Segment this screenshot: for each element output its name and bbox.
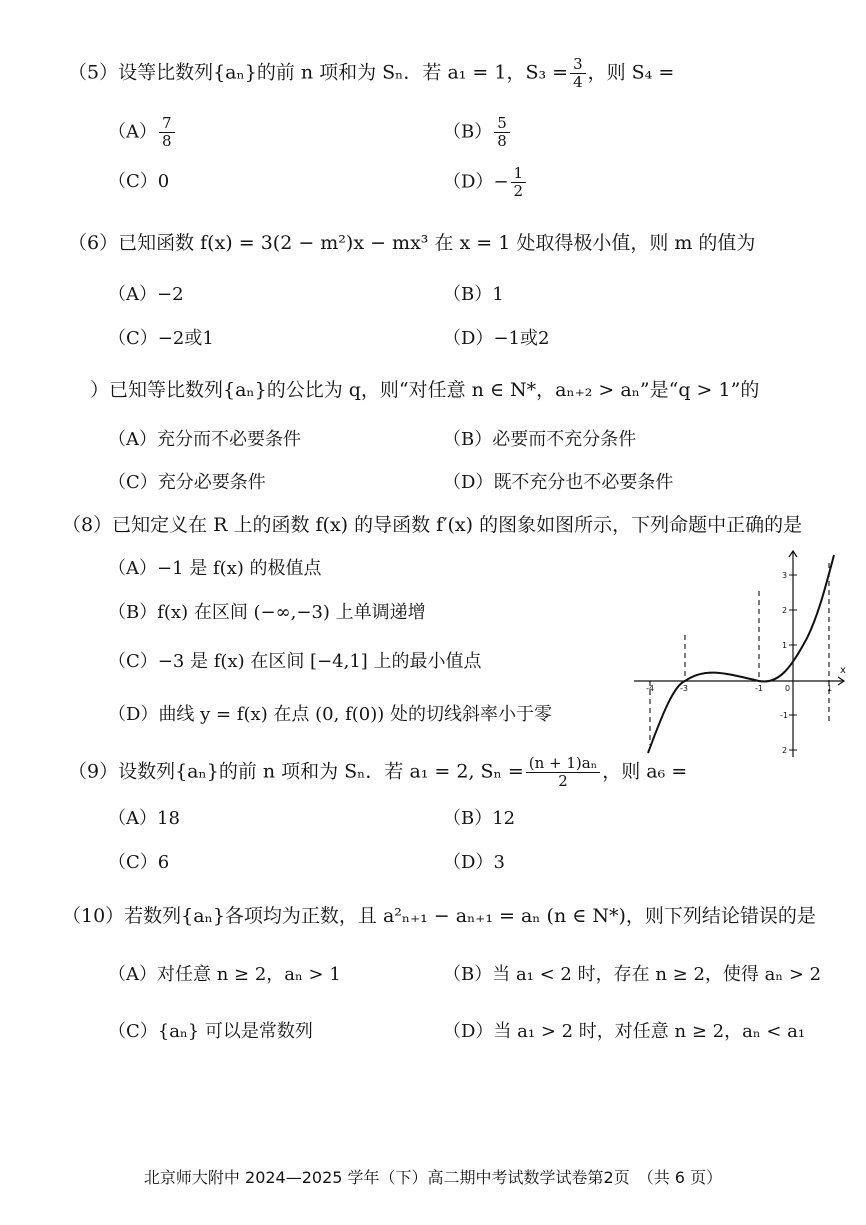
- q5-stem: （5）设等比数列{aₙ}的前 n 项和为 Sₙ．若 a₁ = 1，S₃ = $\frac{3}{4}$ ，则 S₄ =: [68, 55, 675, 91]
- q7-option-a[interactable]: （A）充分而不必要条件: [108, 429, 301, 450]
- q5-option-c[interactable]: （C）0: [108, 171, 170, 192]
- q10-stem: （10）若数列{aₙ}各项均为正数，且 a²ₙ₊₁ − aₙ₊₁ = aₙ (n ∈ N*)，则下列结论错误的是: [62, 905, 816, 927]
- q9-stem-fraction: $\frac{\text{(n + 1)aₙ}}{2}$: [526, 755, 600, 790]
- derivative-graph: [630, 545, 852, 763]
- tick-label-y-minus2: 2: [782, 746, 788, 755]
- q6-stem: （6）已知函数 f(x) = 3(2 − m²)x − mx³ 在 x = 1 处取得极小值，则 m 的值为: [68, 232, 756, 254]
- q8-option-d[interactable]: （D）曲线 y = f(x) 在点 (0, f(0)) 处的切线斜率小于零: [108, 704, 552, 725]
- q9-option-c[interactable]: （C）6: [108, 852, 170, 873]
- q10-option-b[interactable]: （B）当 a₁ < 2 时，存在 n ≥ 2，使得 aₙ > 2: [443, 964, 822, 985]
- q10-option-d[interactable]: （D）当 a₁ > 2 时，对任意 n ≥ 2，aₙ < a₁: [443, 1021, 806, 1042]
- q8-option-c[interactable]: （C）−3 是 f(x) 在区间 [−4,1] 上的最小值点: [108, 651, 482, 672]
- q6-option-a[interactable]: （A）−2: [108, 284, 184, 305]
- tick-label-x-1: 1: [827, 684, 833, 693]
- q9-option-b[interactable]: （B）12: [443, 808, 516, 829]
- derivative-curve: [648, 555, 834, 753]
- tick-label-y-minus1: -1: [780, 711, 788, 720]
- q8-option-b[interactable]: （B）f(x) 在区间 (−∞,−3) 上单调递增: [108, 602, 426, 623]
- q9-option-d[interactable]: （D）3: [443, 852, 505, 873]
- q5-option-b[interactable]: （B） $\frac{5}{8}$: [443, 115, 512, 150]
- q7-option-d[interactable]: （D）既不充分也不必要条件: [443, 472, 674, 493]
- page-footer: 北京师大附中 2024—2025 学年（下）高二期中考试数学试卷第2页 （共 6 页）: [143, 1168, 723, 1187]
- q7-stem: ）已知等比数列{aₙ}的公比为 q，则“对任意 n ∈ N*，aₙ₊₂ > aₙ”是“q > 1”的: [90, 379, 760, 401]
- q7-option-b[interactable]: （B）必要而不充分条件: [443, 429, 637, 450]
- q10-option-c[interactable]: （C）{aₙ} 可以是常数列: [108, 1021, 313, 1042]
- q7-option-c[interactable]: （C）充分必要条件: [108, 472, 266, 493]
- q6-option-c[interactable]: （C）−2或1: [108, 328, 214, 349]
- q8-stem: （8）已知定义在 R 上的函数 f(x) 的导函数 f′(x) 的图象如图所示，下列命题中正确的是: [62, 514, 803, 536]
- tick-label-x-minus3: -3: [680, 684, 688, 693]
- q9-option-a[interactable]: （A）18: [108, 808, 180, 829]
- q6-option-b[interactable]: （B）1: [443, 284, 504, 305]
- tick-label-x-0: 0: [785, 684, 791, 693]
- q9-stem: （9）设数列{aₙ}的前 n 项和为 Sₙ．若 a₁ = 2, Sₙ = $\frac{\text{(n + 1)aₙ}}{2}$ ，则 a₆ =: [68, 754, 688, 790]
- x-axis-label: x: [840, 665, 846, 676]
- q10-option-a[interactable]: （A）对任意 n ≥ 2，aₙ > 1: [108, 964, 341, 985]
- q6-option-d[interactable]: （D）−1或2: [443, 328, 550, 349]
- tick-label-x-minus1: -1: [755, 684, 763, 693]
- q5-option-d[interactable]: （D）− $\frac{1}{2}$: [443, 165, 528, 200]
- tick-label-y-2: 2: [782, 606, 788, 615]
- q5-stem-fraction: $\frac{3}{4}$: [570, 56, 586, 91]
- q8-option-a[interactable]: （A）−1 是 f(x) 的极值点: [108, 558, 322, 579]
- tick-label-y-3: 3: [782, 571, 788, 580]
- tick-label-x-minus4: -4: [646, 684, 654, 693]
- tick-label-y-1: 1: [782, 641, 788, 650]
- q5-option-a[interactable]: （A） $\frac{7}{8}$: [108, 115, 177, 150]
